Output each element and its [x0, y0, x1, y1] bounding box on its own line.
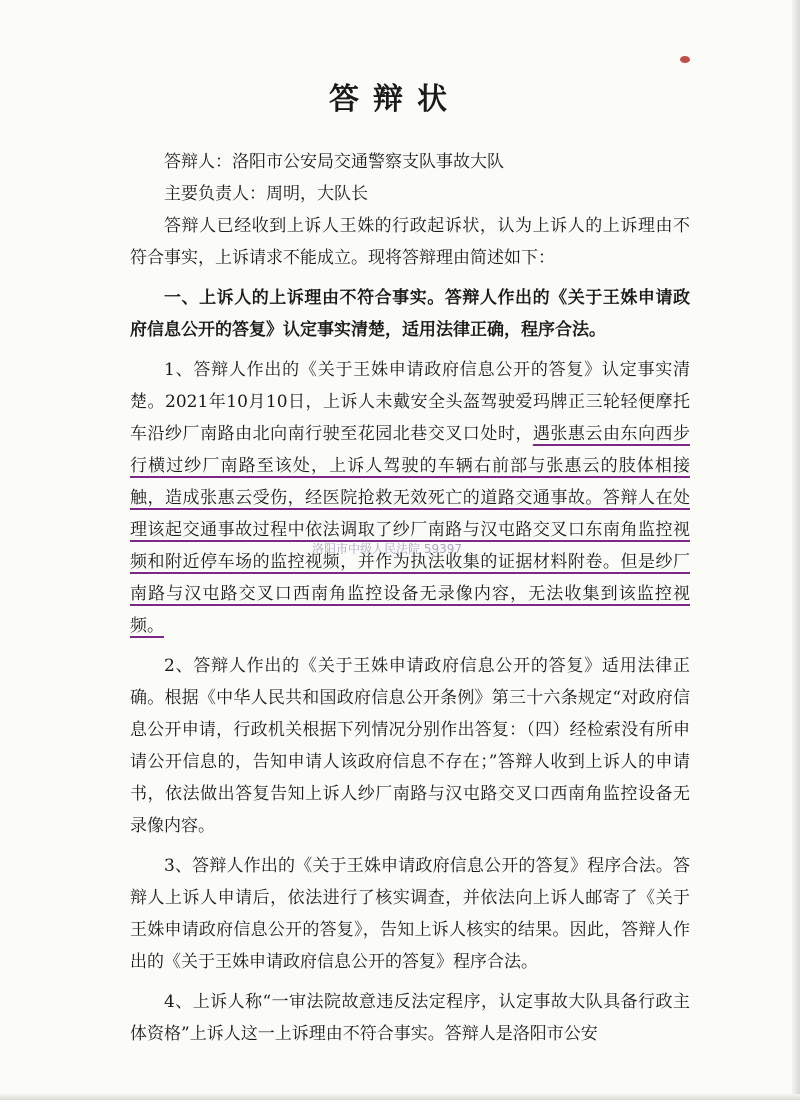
- point-3-paragraph: 3、答辩人作出的《关于王姝申请政府信息公开的答复》程序合法。答辩人上诉人申请后，依法进行了核实调查，并依法向上诉人邮寄了《关于王姝申请政府信息公开的答复》，告知上诉人核实的结果。因此，答辩人作出的《关于王姝申请政府信息公开的答复》程序合法。: [130, 856, 690, 972]
- intro-paragraph: 答辩人已经收到上诉人王姝的行政起诉状，认为上诉人的上诉理由不符合事实，上诉请求不能成立。现将答辩理由简述如下：: [130, 216, 690, 268]
- respondent-line: 答辩人：洛阳市公安局交通警察支队事故大队: [164, 152, 504, 172]
- point-1-lead: 1、答辩人作出的《关于王姝申请政府信息公开的答复》认定事实清楚。2021年10月10日，上诉人未戴安全头盔驾驶爱玛牌正三轮轻便摩托车沿纱厂南路由北向南行驶至花园北巷交叉口处时，: [130, 360, 690, 444]
- point-2-paragraph: 2、答辩人作出的《关于王姝申请政府信息公开的答复》适用法律正确。根据《中华人民共和国政府信息公开条例》第三十六条规定“对政府信息公开申请，行政机关根据下列情况分别作出答复：（四）经检索没有所申请公开信息的，告知申请人该政府信息不存在；”答辩人收到上诉人的申请书，依法做出答复告知上诉人纱厂南路与汉屯路交叉口西南角监控设备无录像内容。: [130, 656, 690, 836]
- point-1-paragraph: [130, 354, 690, 642]
- point-4-paragraph: 4、上诉人称“一审法院故意违反法定程序，认定事故大队具备行政主体资格”上诉人这一上诉理由不符合事实。答辩人是洛阳市公安: [130, 992, 690, 1044]
- ink-speck: [680, 56, 690, 63]
- paper-edge-right: [792, 0, 800, 1100]
- principal-line: 主要负责人：周明，大队长: [164, 184, 368, 204]
- point-1-underlined: 遇张惠云由东向西步行横过纱厂南路至该处，上诉人驾驶的车辆右前部与张惠云的肢体相接触，造成张惠云受伤，经医院抢救无效死亡的道路交通事故。答辩人在处理该起交通事故过程中依法调取了纱厂南路与汉屯路交叉口东南角监控视频和附近停车场的监控视频，并作为执法收集的证据材料附卷。但是纱厂南路与汉屯路交叉口西南角监控设备无录像内容，无法收集到该监控视频。: [130, 424, 691, 636]
- document-body: [130, 146, 690, 1050]
- court-watermark: 洛阳市中级人民法院 59397: [312, 542, 462, 556]
- section-heading-1: 一、上诉人的上诉理由不符合事实。答辩人作出的《关于王姝申请政府信息公开的答复》认定事实清楚，适用法律正确，程序合法。: [130, 288, 690, 340]
- paper-edge-bottom: [0, 1094, 800, 1100]
- document-title: 答辩状: [329, 82, 461, 117]
